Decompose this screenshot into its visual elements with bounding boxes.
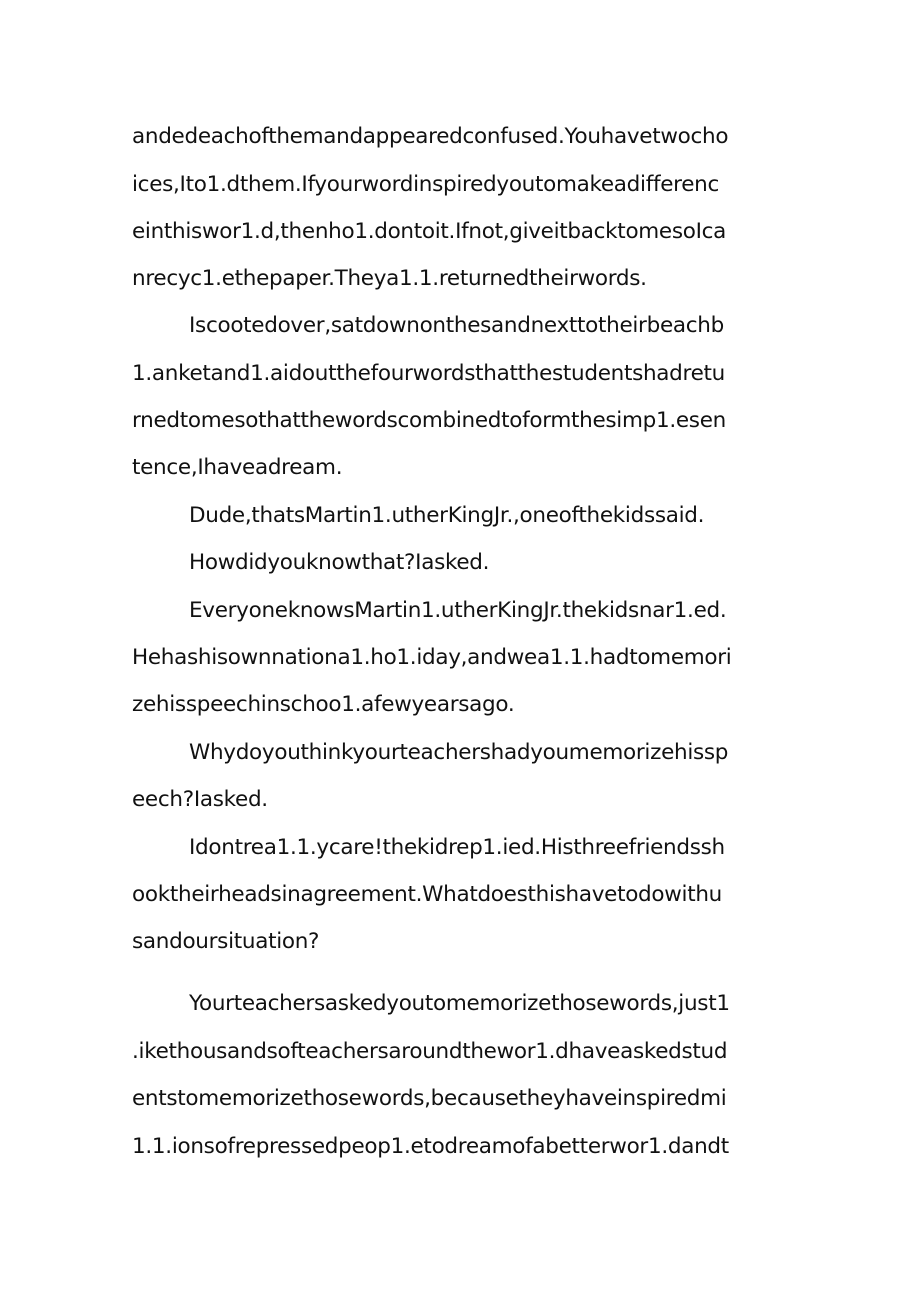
text-line: Hehashisownnationa1.ho1.iday,andwea1.1.hadtomemori	[132, 645, 732, 670]
text-line: Yourteachersaskedyoutomemorizethosewords,just1	[189, 991, 730, 1016]
text-line: Idontrea1.1.ycare!thekidrep1.ied.Histhreefriendssh	[189, 835, 725, 860]
text-line: andedeachofthemandappearedconfused.Youhavetwocho	[132, 124, 729, 149]
text-line: eech?Iasked.	[132, 787, 268, 812]
text-line: tence,Ihaveadream.	[132, 455, 343, 480]
text-line: rnedtomesothatthewordscombinedtoformthesimp1.esen	[132, 408, 726, 433]
text-line: ices,Ito1.dthem.Ifyourwordinspiredyoutomakeadifferenc	[132, 172, 720, 197]
text-line: Howdidyouknowthat?Iasked.	[189, 550, 490, 575]
text-line: entstomemorizethosewords,becausetheyhaveinspiredmi	[132, 1086, 727, 1111]
text-line: EveryoneknowsMartin1.utherKingJr.thekidsnar1.ed.	[189, 598, 727, 623]
text-line: sandoursituation?	[132, 929, 320, 954]
text-line: Iscootedover,satdownonthesandnexttotheirbeachb	[189, 313, 724, 338]
text-line: 1.anketand1.aidoutthefourwordsthatthestudentshadretu	[132, 361, 725, 386]
text-line: 1.1.ionsofrepressedpeop1.etodreamofabetterwor1.dandt	[132, 1134, 729, 1159]
text-line: .ikethousandsofteachersaroundthewor1.dhaveaskedstud	[132, 1039, 728, 1064]
text-line: einthiswor1.d,thenho1.dontoit.Ifnot,giveitbacktomesoIca	[132, 219, 727, 244]
text-line: nrecyc1.ethepaper.Theya1.1.returnedtheirwords.	[132, 266, 647, 291]
text-line: Dude,thatsMartin1.utherKingJr.,oneofthekidssaid.	[189, 503, 705, 528]
text-line: Whydoyouthinkyourteachershadyoumemorizehissp	[189, 740, 729, 765]
text-line: ooktheirheadsinagreement.Whatdoesthishavetodowithu	[132, 882, 722, 907]
text-line: zehisspeechinschoo1.afewyearsago.	[132, 692, 515, 717]
